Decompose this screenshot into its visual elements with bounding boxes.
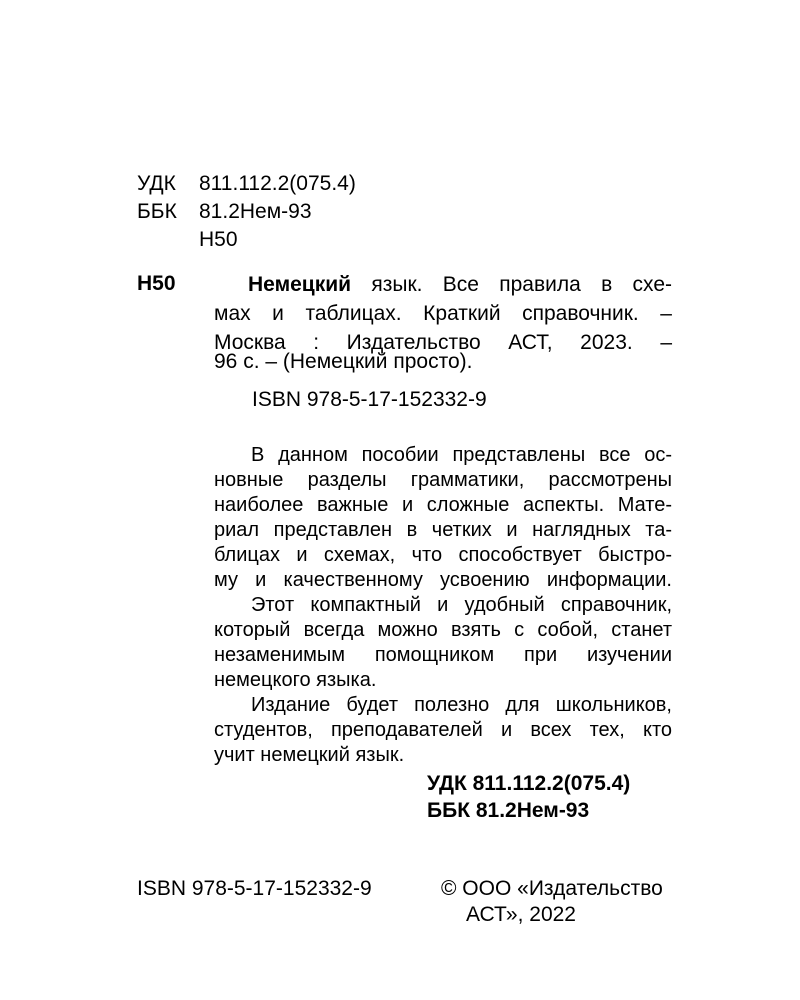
annotation-line: Этот компактный и удобный справочник, [251, 594, 672, 616]
annotation-line: студентов, преподавателей и всех тех, кто [214, 719, 672, 741]
entry-isbn: ISBN 978-5-17-152332-9 [252, 388, 487, 411]
bbk-label: ББК [137, 200, 177, 223]
udk-bold: УДК 811.112.2(075.4) [427, 772, 631, 795]
entry-line-2: мах и таблицах. Краткий справочник. – [214, 302, 672, 325]
udk-value: 811.112.2(075.4) [199, 172, 356, 195]
copyright-line-2: АСТ», 2022 [466, 903, 576, 926]
entry-title-bold: Немецкий [248, 273, 352, 296]
annotation-line: наиболее важные и сложные аспекты. Мате- [214, 494, 672, 516]
udk-label: УДК [137, 172, 176, 195]
footer-isbn: ISBN 978-5-17-152332-9 [137, 877, 372, 900]
annotation-line: В данном пособии представлены все ос- [251, 444, 672, 466]
bbk-row [137, 198, 312, 226]
udk-row [137, 170, 356, 198]
annotation-line: незаменимым помощником при изучении [214, 644, 672, 666]
annotation-line: Издание будет полезно для школьников, [251, 694, 672, 716]
annotation-line: му и качественному усвоению информации. [214, 569, 672, 591]
copyright-line-1: © ООО «Издательство [441, 877, 663, 900]
annotation-line: учит немецкий язык. [214, 744, 405, 766]
entry-code: Н50 [137, 272, 176, 295]
annotation-line: риал представлен в четких и наглядных та- [214, 519, 672, 541]
entry-line-3: Москва : Издательство АСТ, 2023. – [214, 331, 672, 354]
bbk-bold: ББК 81.2Нем-93 [427, 799, 590, 822]
annotation-line: немецкого языка. [214, 669, 377, 691]
entry-line-4: 96 с. – (Немецкий просто). [214, 350, 473, 373]
entry-line-1-rest: язык. Все правила в схе- [371, 273, 672, 296]
entry-line-1 [248, 270, 672, 299]
annotation-line: новные разделы грамматики, рассмотрены [214, 469, 672, 491]
bbk-value: 81.2Нем-93 [199, 200, 312, 223]
annotation-line: который всегда можно взять с собой, станет [214, 619, 672, 641]
annotation-line: блицах и схемах, что способствует быстро- [214, 544, 672, 566]
author-mark: Н50 [199, 228, 238, 251]
